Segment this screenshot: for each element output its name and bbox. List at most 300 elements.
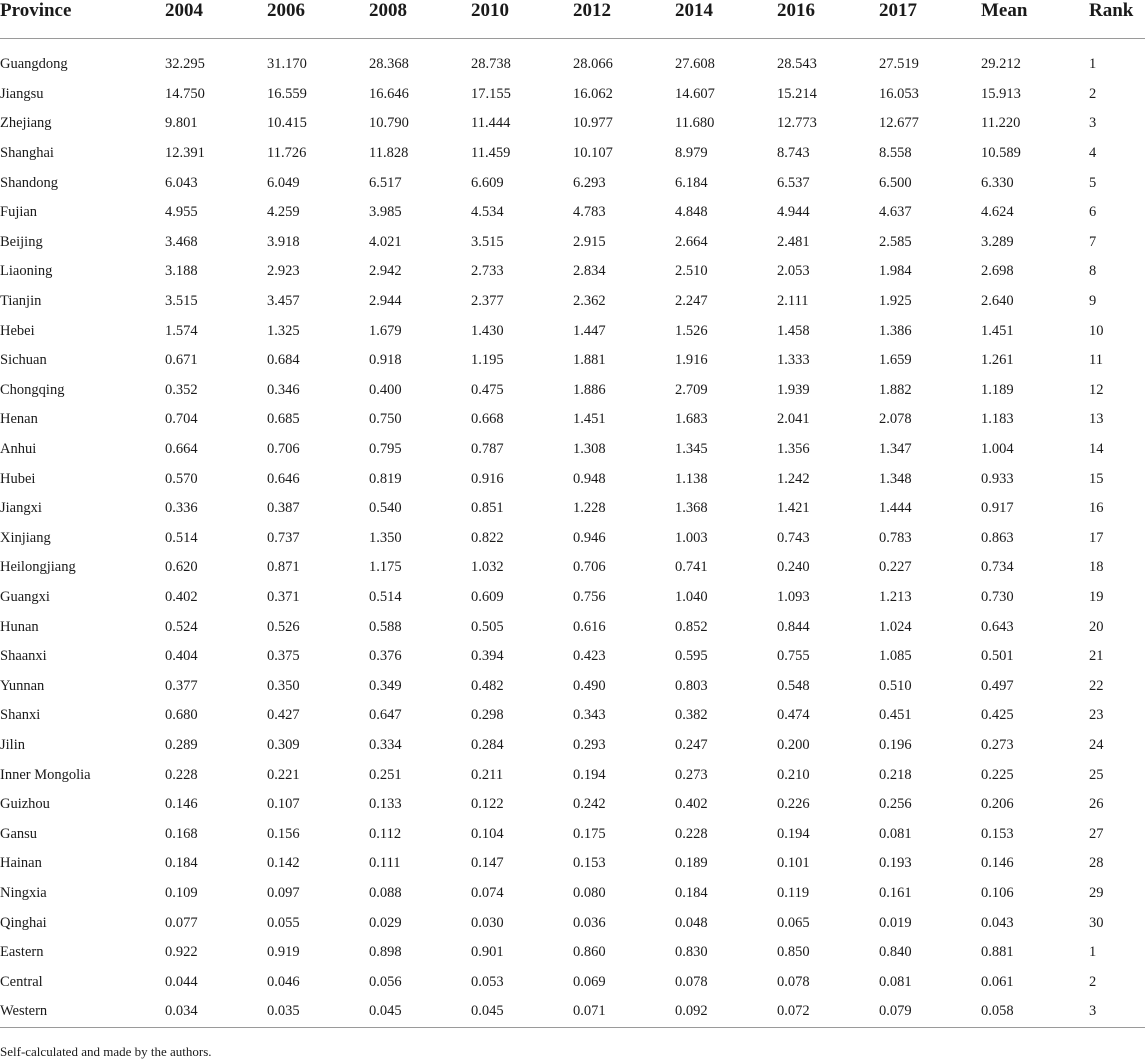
value-cell: 0.227 <box>879 559 912 576</box>
rank-cell: 15 <box>1089 470 1104 487</box>
province-name-cell: Yunnan <box>0 677 45 694</box>
value-cell: 0.352 <box>165 381 198 398</box>
value-cell: 16.053 <box>879 85 919 102</box>
value-cell: 0.871 <box>267 559 300 576</box>
value-cell: 0.077 <box>165 914 198 931</box>
value-cell: 0.664 <box>165 441 198 458</box>
value-cell: 0.822 <box>471 529 504 546</box>
rank-cell: 5 <box>1089 174 1097 191</box>
value-cell: 0.221 <box>267 766 300 783</box>
table-row <box>0 139 1145 169</box>
value-cell: 0.122 <box>471 796 504 813</box>
value-cell: 0.225 <box>981 766 1014 783</box>
rank-cell: 16 <box>1089 500 1104 517</box>
rank-cell: 13 <box>1089 411 1104 428</box>
value-cell: 1.451 <box>981 322 1014 339</box>
value-cell: 1.242 <box>777 470 810 487</box>
rank-cell: 10 <box>1089 322 1104 339</box>
value-cell: 0.376 <box>369 648 402 665</box>
value-cell: 1.040 <box>675 588 708 605</box>
value-cell: 0.256 <box>879 796 912 813</box>
value-cell: 0.540 <box>369 500 402 517</box>
value-cell: 1.175 <box>369 559 402 576</box>
value-cell: 0.734 <box>981 559 1014 576</box>
value-cell: 0.787 <box>471 441 504 458</box>
value-cell: 0.106 <box>981 884 1014 901</box>
table-row <box>0 198 1145 228</box>
value-cell: 1.430 <box>471 322 504 339</box>
value-cell: 0.514 <box>369 588 402 605</box>
column-header-mean: Mean <box>981 0 1089 39</box>
rank-cell: 27 <box>1089 825 1104 842</box>
value-cell: 8.743 <box>777 145 810 162</box>
value-cell: 0.918 <box>369 352 402 369</box>
value-cell: 0.570 <box>165 470 198 487</box>
province-name-cell: Xinjiang <box>0 529 51 546</box>
table-row <box>0 228 1145 258</box>
value-cell: 0.514 <box>165 529 198 546</box>
value-cell: 0.919 <box>267 944 300 961</box>
value-cell: 0.349 <box>369 677 402 694</box>
value-cell: 17.155 <box>471 85 511 102</box>
value-cell: 0.620 <box>165 559 198 576</box>
value-cell: 11.220 <box>981 115 1021 132</box>
value-cell: 0.104 <box>471 825 504 842</box>
value-cell: 1.451 <box>573 411 606 428</box>
rank-cell: 20 <box>1089 618 1104 635</box>
column-header-2017: 2017 <box>879 0 981 39</box>
value-cell: 0.273 <box>981 736 1014 753</box>
value-cell: 0.377 <box>165 677 198 694</box>
value-cell: 3.918 <box>267 233 300 250</box>
value-cell: 4.637 <box>879 204 912 221</box>
value-cell: 0.524 <box>165 618 198 635</box>
value-cell: 28.543 <box>777 56 817 73</box>
value-cell: 2.041 <box>777 411 810 428</box>
value-cell: 1.213 <box>879 588 912 605</box>
value-cell: 1.683 <box>675 411 708 428</box>
value-cell: 16.559 <box>267 85 307 102</box>
value-cell: 11.444 <box>471 115 511 132</box>
value-cell: 0.526 <box>267 618 300 635</box>
province-name-cell: Jiangxi <box>0 500 42 517</box>
rank-cell: 26 <box>1089 796 1104 813</box>
value-cell: 0.706 <box>267 441 300 458</box>
value-cell: 11.726 <box>267 145 307 162</box>
value-cell: 0.247 <box>675 736 708 753</box>
value-cell: 1.003 <box>675 529 708 546</box>
value-cell: 0.153 <box>573 855 606 872</box>
value-cell: 0.609 <box>471 588 504 605</box>
value-cell: 10.977 <box>573 115 613 132</box>
table-row <box>0 671 1145 701</box>
province-name-cell: Beijing <box>0 233 43 250</box>
value-cell: 0.588 <box>369 618 402 635</box>
value-cell: 1.348 <box>879 470 912 487</box>
value-cell: 1.085 <box>879 648 912 665</box>
value-cell: 0.427 <box>267 707 300 724</box>
value-cell: 1.333 <box>777 352 810 369</box>
value-cell: 0.402 <box>675 796 708 813</box>
value-cell: 10.415 <box>267 115 307 132</box>
value-cell: 0.194 <box>573 766 606 783</box>
value-cell: 2.377 <box>471 293 504 310</box>
value-cell: 0.193 <box>879 855 912 872</box>
value-cell: 1.093 <box>777 588 810 605</box>
value-cell: 0.343 <box>573 707 606 724</box>
value-cell: 0.069 <box>573 973 606 990</box>
value-cell: 2.698 <box>981 263 1014 280</box>
value-cell: 1.925 <box>879 293 912 310</box>
value-cell: 8.558 <box>879 145 912 162</box>
value-cell: 0.072 <box>777 997 879 1027</box>
value-cell: 0.168 <box>165 825 198 842</box>
province-name-cell: Fujian <box>0 204 38 221</box>
value-cell: 14.750 <box>165 85 205 102</box>
value-cell: 1.356 <box>777 441 810 458</box>
value-cell: 12.391 <box>165 145 205 162</box>
value-cell: 0.756 <box>573 588 606 605</box>
value-cell: 0.251 <box>369 766 402 783</box>
rank-cell: 23 <box>1089 707 1104 724</box>
value-cell: 1.447 <box>573 322 606 339</box>
value-cell: 1.881 <box>573 352 606 369</box>
value-cell: 0.309 <box>267 736 300 753</box>
value-cell: 12.677 <box>879 115 919 132</box>
value-cell: 6.043 <box>165 174 198 191</box>
value-cell: 28.066 <box>573 56 613 73</box>
value-cell: 0.730 <box>981 588 1014 605</box>
table-footnote: Self-calculated and made by the authors. <box>0 1044 212 1059</box>
value-cell: 1.882 <box>879 381 912 398</box>
value-cell: 1.574 <box>165 322 198 339</box>
value-cell: 6.517 <box>369 174 402 191</box>
value-cell: 0.382 <box>675 707 708 724</box>
value-cell: 28.738 <box>471 56 511 73</box>
value-cell: 0.474 <box>777 707 810 724</box>
rank-cell: 7 <box>1089 233 1097 250</box>
value-cell: 0.404 <box>165 648 198 665</box>
province-name-cell: Hubei <box>0 470 36 487</box>
value-cell: 1.526 <box>675 322 708 339</box>
value-cell: 2.585 <box>879 233 912 250</box>
value-cell: 1.325 <box>267 322 300 339</box>
value-cell: 0.189 <box>675 855 708 872</box>
value-cell: 0.146 <box>165 796 198 813</box>
value-cell: 0.289 <box>165 736 198 753</box>
value-cell: 3.457 <box>267 293 300 310</box>
value-cell: 32.295 <box>165 56 205 73</box>
value-cell: 0.053 <box>471 973 504 990</box>
value-cell: 0.200 <box>777 736 810 753</box>
value-cell: 0.898 <box>369 944 402 961</box>
value-cell: 0.206 <box>981 796 1014 813</box>
table-row <box>0 967 1145 997</box>
rank-cell: 17 <box>1089 529 1104 546</box>
value-cell: 6.609 <box>471 174 504 191</box>
value-cell: 27.519 <box>879 56 919 73</box>
table-header-row <box>0 0 1145 39</box>
value-cell: 0.475 <box>471 381 504 398</box>
value-cell: 0.161 <box>879 884 912 901</box>
value-cell: 0.881 <box>981 944 1014 961</box>
value-cell: 1.350 <box>369 529 402 546</box>
value-cell: 1.189 <box>981 381 1014 398</box>
table-row <box>0 553 1145 583</box>
value-cell: 0.240 <box>777 559 810 576</box>
value-cell: 0.107 <box>267 796 300 813</box>
value-cell: 0.497 <box>981 677 1014 694</box>
rank-cell: 22 <box>1089 677 1104 694</box>
value-cell: 0.795 <box>369 441 402 458</box>
value-cell: 0.490 <box>573 677 606 694</box>
value-cell: 1.261 <box>981 352 1014 369</box>
table-row <box>0 938 1145 968</box>
value-cell: 0.863 <box>981 529 1014 546</box>
value-cell: 0.402 <box>165 588 198 605</box>
rank-cell: 9 <box>1089 293 1097 310</box>
value-cell: 0.336 <box>165 500 198 517</box>
value-cell: 0.078 <box>777 973 810 990</box>
value-cell: 0.685 <box>267 411 300 428</box>
value-cell: 0.210 <box>777 766 810 783</box>
province-name-cell: Ningxia <box>0 884 47 901</box>
value-cell: 11.828 <box>369 145 409 162</box>
value-cell: 0.074 <box>471 884 504 901</box>
value-cell: 0.844 <box>777 618 810 635</box>
value-cell: 0.501 <box>981 648 1014 665</box>
value-cell: 0.184 <box>165 855 198 872</box>
value-cell: 3.289 <box>981 233 1014 250</box>
province-name-cell: Zhejiang <box>0 115 52 132</box>
value-cell: 1.984 <box>879 263 912 280</box>
value-cell: 15.913 <box>981 85 1021 102</box>
rank-cell: 12 <box>1089 381 1104 398</box>
value-cell: 9.801 <box>165 115 198 132</box>
value-cell: 3.188 <box>165 263 198 280</box>
province-name-cell: Hainan <box>0 855 42 872</box>
province-name-cell: Central <box>0 973 43 990</box>
value-cell: 0.647 <box>369 707 402 724</box>
rank-cell: 28 <box>1089 855 1104 872</box>
rank-cell: 2 <box>1089 973 1097 990</box>
value-cell: 0.803 <box>675 677 708 694</box>
rank-cell: 1 <box>1089 56 1097 73</box>
value-cell: 0.394 <box>471 648 504 665</box>
column-header-2012: 2012 <box>573 0 675 39</box>
value-cell: 4.021 <box>369 233 402 250</box>
value-cell: 6.049 <box>267 174 300 191</box>
value-cell: 2.640 <box>981 293 1014 310</box>
value-cell: 2.709 <box>675 381 708 398</box>
table-row <box>0 435 1145 465</box>
value-cell: 1.421 <box>777 500 810 517</box>
value-cell: 0.425 <box>981 707 1014 724</box>
value-cell: 0.045 <box>471 997 573 1027</box>
value-cell: 0.451 <box>879 707 912 724</box>
value-cell: 0.088 <box>369 884 402 901</box>
table-row <box>0 849 1145 879</box>
value-cell: 0.092 <box>675 997 777 1027</box>
column-header-2006: 2006 <box>267 0 369 39</box>
value-cell: 0.030 <box>471 914 504 931</box>
value-cell: 0.901 <box>471 944 504 961</box>
rank-cell: 11 <box>1089 352 1103 369</box>
province-name-cell: Chongqing <box>0 381 65 398</box>
value-cell: 2.247 <box>675 293 708 310</box>
value-cell: 0.045 <box>369 997 471 1027</box>
value-cell: 0.081 <box>879 973 912 990</box>
rank-cell: 18 <box>1089 559 1104 576</box>
value-cell: 0.743 <box>777 529 810 546</box>
value-cell: 3.985 <box>369 204 402 221</box>
province-name-cell: Hebei <box>0 322 35 339</box>
rank-cell: 30 <box>1089 914 1104 931</box>
table-row <box>0 464 1145 494</box>
value-cell: 1.195 <box>471 352 504 369</box>
province-name-cell: Hunan <box>0 618 39 635</box>
value-cell: 0.671 <box>165 352 198 369</box>
value-cell: 0.684 <box>267 352 300 369</box>
value-cell: 0.196 <box>879 736 912 753</box>
value-cell: 2.481 <box>777 233 810 250</box>
province-name-cell: Jilin <box>0 736 25 753</box>
value-cell: 1.886 <box>573 381 606 398</box>
value-cell: 0.071 <box>573 997 675 1027</box>
value-cell: 0.019 <box>879 914 912 931</box>
value-cell: 2.664 <box>675 233 708 250</box>
value-cell: 2.942 <box>369 263 402 280</box>
value-cell: 0.228 <box>165 766 198 783</box>
value-cell: 0.371 <box>267 588 300 605</box>
value-cell: 0.048 <box>675 914 708 931</box>
value-cell: 0.034 <box>165 997 267 1027</box>
value-cell: 15.214 <box>777 85 817 102</box>
value-cell: 0.387 <box>267 500 300 517</box>
value-cell: 4.783 <box>573 204 606 221</box>
value-cell: 3.515 <box>165 293 198 310</box>
column-header-2014: 2014 <box>675 0 777 39</box>
value-cell: 10.790 <box>369 115 409 132</box>
value-cell: 0.646 <box>267 470 300 487</box>
table-row <box>0 879 1145 909</box>
rank-cell: 6 <box>1089 204 1097 221</box>
value-cell: 4.944 <box>777 204 810 221</box>
value-cell: 2.834 <box>573 263 606 280</box>
value-cell: 6.293 <box>573 174 606 191</box>
value-cell: 0.293 <box>573 736 606 753</box>
province-name-cell: Qinghai <box>0 914 47 931</box>
value-cell: 2.111 <box>777 293 809 310</box>
value-cell: 0.153 <box>981 825 1014 842</box>
province-name-cell: Gansu <box>0 825 38 842</box>
value-cell: 11.680 <box>675 115 715 132</box>
column-header-2008: 2008 <box>369 0 471 39</box>
value-cell: 1.183 <box>981 411 1014 428</box>
value-cell: 0.058 <box>981 997 1089 1027</box>
value-cell: 0.043 <box>981 914 1014 931</box>
value-cell: 0.680 <box>165 707 198 724</box>
value-cell: 0.922 <box>165 944 198 961</box>
province-name-cell: Jiangsu <box>0 85 44 102</box>
table-row <box>0 287 1145 317</box>
value-cell: 0.350 <box>267 677 300 694</box>
value-cell: 28.368 <box>369 56 409 73</box>
value-cell: 0.080 <box>573 884 606 901</box>
table-row <box>0 731 1145 761</box>
value-cell: 29.212 <box>981 56 1021 73</box>
value-cell: 0.061 <box>981 973 1014 990</box>
value-cell: 0.668 <box>471 411 504 428</box>
value-cell: 0.065 <box>777 914 810 931</box>
value-cell: 0.036 <box>573 914 606 931</box>
value-cell: 1.444 <box>879 500 912 517</box>
value-cell: 0.510 <box>879 677 912 694</box>
value-cell: 0.706 <box>573 559 606 576</box>
value-cell: 0.146 <box>981 855 1014 872</box>
value-cell: 6.500 <box>879 174 912 191</box>
value-cell: 0.423 <box>573 648 606 665</box>
value-cell: 0.119 <box>777 884 810 901</box>
table-row <box>0 790 1145 820</box>
province-name-cell: Heilongjiang <box>0 559 76 576</box>
value-cell: 0.029 <box>369 914 402 931</box>
value-cell: 16.062 <box>573 85 613 102</box>
value-cell: 0.194 <box>777 825 810 842</box>
value-cell: 0.078 <box>675 973 708 990</box>
value-cell: 0.055 <box>267 914 300 931</box>
province-name-cell: Sichuan <box>0 352 47 369</box>
rank-cell: 1 <box>1089 944 1097 961</box>
table-row <box>0 997 1145 1027</box>
value-cell: 0.704 <box>165 411 198 428</box>
province-name-cell: Western <box>0 997 165 1027</box>
value-cell: 0.035 <box>267 997 369 1027</box>
value-cell: 0.101 <box>777 855 810 872</box>
table-row <box>0 524 1145 554</box>
value-cell: 0.226 <box>777 796 810 813</box>
table-row <box>0 908 1145 938</box>
value-cell: 0.548 <box>777 677 810 694</box>
value-cell: 6.537 <box>777 174 810 191</box>
value-cell: 31.170 <box>267 56 307 73</box>
header-spacer <box>0 39 1145 51</box>
value-cell: 0.056 <box>369 973 402 990</box>
value-cell: 4.848 <box>675 204 708 221</box>
province-name-cell: Shanxi <box>0 707 41 724</box>
value-cell: 1.939 <box>777 381 810 398</box>
value-cell: 1.916 <box>675 352 708 369</box>
value-cell: 0.112 <box>369 825 402 842</box>
value-cell: 0.737 <box>267 529 300 546</box>
value-cell: 1.032 <box>471 559 504 576</box>
value-cell: 2.923 <box>267 263 300 280</box>
province-name-cell: Guangxi <box>0 588 50 605</box>
table-row <box>0 642 1145 672</box>
province-name-cell: Eastern <box>0 944 44 961</box>
value-cell: 0.946 <box>573 529 606 546</box>
value-cell: 0.346 <box>267 381 300 398</box>
value-cell: 0.298 <box>471 707 504 724</box>
value-cell: 2.078 <box>879 411 912 428</box>
table-row <box>0 316 1145 346</box>
value-cell: 0.334 <box>369 736 402 753</box>
value-cell: 1.308 <box>573 441 606 458</box>
value-cell: 1.024 <box>879 618 912 635</box>
value-cell: 0.948 <box>573 470 606 487</box>
value-cell: 0.917 <box>981 500 1014 517</box>
value-cell: 0.218 <box>879 766 912 783</box>
